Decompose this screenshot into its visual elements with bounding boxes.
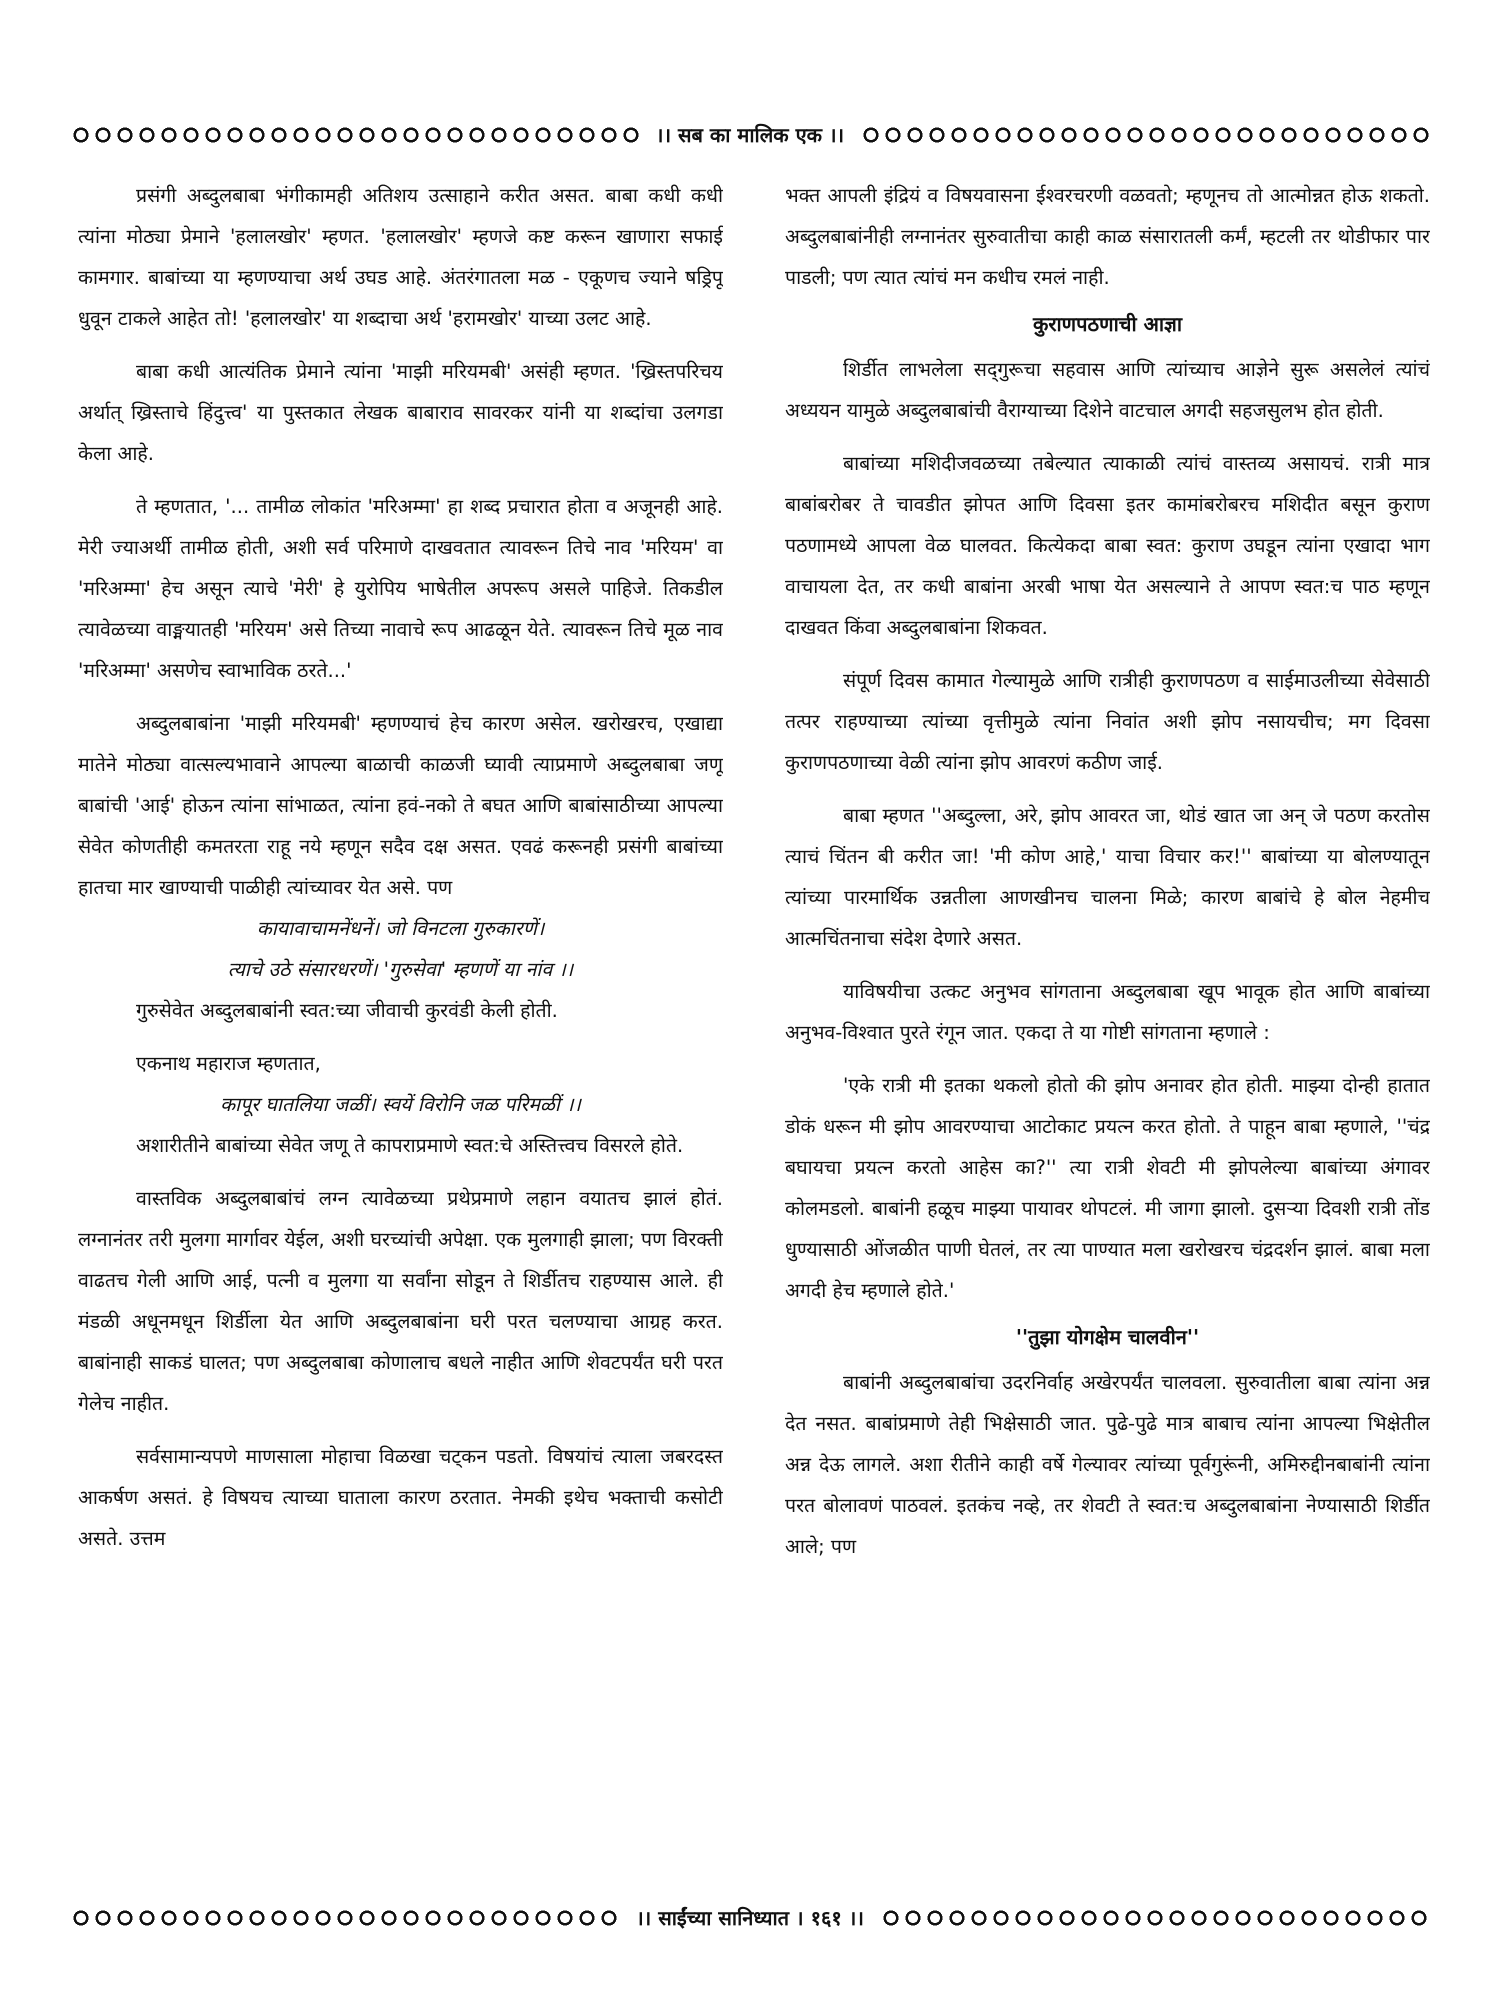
paragraph: अशारीतीने बाबांच्या सेवेत जणू ते कापराप्रमाणे स्वत:चे अस्तित्त्वच विसरले होते.: [136, 1134, 684, 1157]
paragraph: अब्दुलबाबांना 'माझी मरियमबी' म्हणण्याचं हेच कारण असेल. खरोखरच, एखाद्या मातेने मोठ्या वात्सल्यभावाने आपल्या बाळाची काळजी घ्यावी त्याप्रमाणे अब्दुलबाबा जणू बाबांची 'आई' होऊन त्यांना सांभाळत, त्यांना हवं-नको ते बघत आणि बाबांसाठीच्या आपल्या सेवेत कोणतीही कमतरता राहू नये म्हणून सदैव दक्ष असत. एवढं करूनही प्रसंगी बाबांच्या हातचा मार खाण्याची पाळीही त्यांच्यावर येत असे. पण: [78, 712, 723, 899]
footer-book-title: ।। साईंच्या सानिध्यात । १६१ ।।: [636, 1905, 864, 1930]
footer-ornament-left: [70, 1907, 620, 1927]
paragraph: बाबांनी अब्दुलबाबांचा उदरनिर्वाह अखेरपर्यंत चालवला. सुरुवातीला बाबा त्यांना अन्न देत नसत. बाबांप्रमाणे तेही भिक्षेसाठी जात. पुढे-पुढे मात्र बाबाच त्यांना आपल्या भिक्षेतील अन्न देऊ लागले. अशा रीतीने काही वर्षे गेल्यावर त्यांच्या पूर्वगुरूंनी, अमिरुद्दीनबाबांनी त्यांना परत बोलावणं पाठवलं. इतकंच नव्हे, तर शेवटी ते स्वत:च अब्दुलबाबांना नेण्यासाठी शिर्डीत आले; पण: [785, 1371, 1430, 1558]
header-band: [70, 112, 1430, 156]
footer-ornament-right: [880, 1907, 1430, 1927]
right-column: [785, 175, 1430, 1890]
paragraph: गुरुसेवेत अब्दुलबाबांनी स्वत:च्या जीवाची कुरवंडी केली होती.: [136, 999, 558, 1022]
header-motto: ।। सब का मालिक एक ।।: [655, 122, 845, 147]
section-heading: कुराणपठणाची आज्ञा: [1032, 312, 1183, 336]
paragraph: संपूर्ण दिवस कामात गेल्यामुळे आणि रात्रीही कुराणपठण व साईमाउलीच्या सेवेसाठी तत्पर राहण्याच्या त्यांच्या वृत्तीमुळे त्यांना निवांत अशी झोप नसायचीच; मग दिवसा कुराणपठणाच्या वेळी त्यांना झोप आवरणं कठीण जाई.: [785, 669, 1430, 774]
paragraph: प्रसंगी अब्दुलबाबा भंगीकामही अतिशय उत्साहाने करीत असत. बाबा कधी कधी त्यांना मोठ्या प्रेमाने 'हलालखोर' म्हणत. 'हलालखोर' म्हणजे कष्ट करून खाणारा सफाई कामगार. बाबांच्या या म्हणण्याचा अर्थ उघड आहे. अंतरंगातला मळ - एकूणच ज्याने षड्रिपू धुवून टाकले आहेत तो! 'हलालखोर' या शब्दाचा अर्थ 'हरामखोर' याच्या उलट आहे.: [78, 184, 723, 330]
paragraph: याविषयीचा उत्कट अनुभव सांगताना अब्दुलबाबा खूप भावूक होत आणि बाबांच्या अनुभव-विश्वात पुरते रंगून जात. एकदा ते या गोष्टी सांगताना म्हणाले :: [785, 980, 1430, 1044]
paragraph: शिर्डीत लाभलेला सद्‌गुरूचा सहवास आणि त्यांच्याच आज्ञेने सुरू असलेलं त्यांचं अध्ययन यामुळे अब्दुलबाबांची वैराग्याच्या दिशेने वाटचाल अगदी सहजसुलभ होत होती.: [785, 358, 1430, 422]
left-column: [78, 175, 723, 1890]
paragraph: वास्तविक अब्दुलबाबांचं लग्न त्यावेळच्या प्रथेप्रमाणे लहान वयातच झालं होतं. लग्नानंतर तरी मुलगा मार्गावर येईल, अशी घरच्यांची अपेक्षा. एक मुलगाही झाला; पण विरक्ती वाढतच गेली आणि आई, पत्नी व मुलगा या सर्वांना सोडून ते शिर्डीतच राहण्यास आले. ही मंडळी अधूनमधून शिर्डीला येत आणि अब्दुलबाबांना घरी परत चलण्याचा आग्रह करत. बाबांनाही साकडं घालत; पण अब्दुलबाबा कोणालाच बधले नाहीत आणि शेवटपर्यंत घरी परत गेलेच नाहीत.: [78, 1187, 723, 1415]
paragraph: बाबा म्हणत ''अब्दुल्ला, अरे, झोप आवरत जा, थोडं खात जा अन् जे पठण करतोस त्याचं चिंतन बी करीत जा! 'मी कोण आहे,' याचा विचार कर!'' बाबांच्या या बोलण्यातून त्यांच्या पारमार्थिक उन्नतीला आणखीनच चालना मिळे; कारण बाबांचे हे बोल नेहमीच आत्मचिंतनाचा संदेश देणारे असत.: [785, 804, 1430, 950]
header-ornament-right: [860, 124, 1430, 144]
footer-band: [70, 1895, 1430, 1939]
body-columns: [78, 175, 1430, 1890]
paragraph: एकनाथ महाराज म्हणतात,: [136, 1052, 321, 1075]
verse-line: कापूर घातलिया जळीं। स्वयें विरोनि जळ परिमळीं ।।: [220, 1093, 581, 1116]
paragraph: सर्वसामान्यपणे माणसाला मोहाचा विळखा चट्कन पडतो. विषयांचं त्याला जबरदस्त आकर्षण असतं. हे विषयच त्याच्या घाताला कारण ठरतात. नेमकी इथेच भक्ताची कसोटी असते. उत्तम: [78, 1445, 723, 1550]
paragraph: ते म्हणतात, '... तामीळ लोकांत 'मरिअम्मा' हा शब्द प्रचारात होता व अजूनही आहे. मेरी ज्याअर्थी तामीळ होती, अशी सर्व परिमाणे दाखवतात त्यावरून तिचे नाव 'मरियम' वा 'मरिअम्मा' हेच असून त्याचे 'मेरी' हे युरोपिय भाषेतील अपरूप असले पाहिजे. तिकडील त्यावेळच्या वाङ्मयातही 'मरियम' असे तिच्या नावाचे रूप आढळून येते. त्यावरून तिचे मूळ नाव 'मरिअम्मा' असणेच स्वाभाविक ठरते...': [78, 495, 723, 682]
verse-line: त्याचे उठे संसारधरणें। 'गुरुसेवा' म्हणणें या नांव ।।: [227, 958, 574, 981]
paragraph: 'एके रात्री मी इतका थकलो होतो की झोप अनावर होत होती. माझ्या दोन्ही हातात डोकं धरून मी झोप आवरण्याचा आटोकाट प्रयत्न करत होतो. ते पाहून बाबा म्हणाले, ''चंद्र बघायचा प्रयत्न करतो आहेस का?'' त्या रात्री शेवटी मी झोपलेल्या बाबांच्या अंगावर कोलमडलो. बाबांनी हळूच माझ्या पायावर थोपटलं. मी जागा झालो. दुसऱ्या दिवशी रात्री तोंड धुण्यासाठी ओंजळीत पाणी घेतलं, तर त्या पाण्यात मला खरोखरच चंद्रदर्शन झालं. बाबा मला अगदी हेच म्हणाले होते.': [785, 1074, 1430, 1302]
paragraph: बाबा कधी आत्यंतिक प्रेमाने त्यांना 'माझी मरियमबी' असंही म्हणत. 'ख्रिस्तपरिचय अर्थात् ख्रिस्ताचे हिंदुत्त्व' या पुस्तकात लेखक बाबाराव सावरकर यांनी या शब्दांचा उलगडा केला आहे.: [78, 360, 723, 465]
verse-line: कायावाचामनेंधनें। जो विनटला गुरुकारणें।: [256, 917, 545, 940]
header-ornament-left: [70, 124, 640, 144]
paragraph: बाबांच्या मशिदीजवळच्या तबेल्यात त्याकाळी त्यांचं वास्तव्य असायचं. रात्री मात्र बाबांबरोबर ते चावडीत झोपत आणि दिवसा इतर कामांबरोबरच मशिदीत बसून कुराण पठणामध्ये आपला वेळ घालवत. कित्येकदा बाबा स्वत: कुराण उघडून त्यांना एखादा भाग वाचायला देत, तर कधी बाबांना अरबी भाषा येत असल्याने ते आपण स्वत:च पाठ म्हणून दाखवत किंवा अब्दुलबाबांना शिकवत.: [785, 452, 1430, 639]
paragraph: भक्त आपली इंद्रियं व विषयवासना ईश्वरचरणी वळवतो; म्हणूनच तो आत्मोन्नत होऊ शकतो. अब्दुलबाबांनीही लग्नानंतर सुरुवातीचा काही काळ संसारातली कर्मं, म्हटली तर थोडीफार पार पाडली; पण त्यात त्यांचं मन कधीच रमलं नाही.: [785, 184, 1430, 289]
section-heading: ''तुझा योगक्षेम चालवीन'': [1015, 1325, 1200, 1349]
